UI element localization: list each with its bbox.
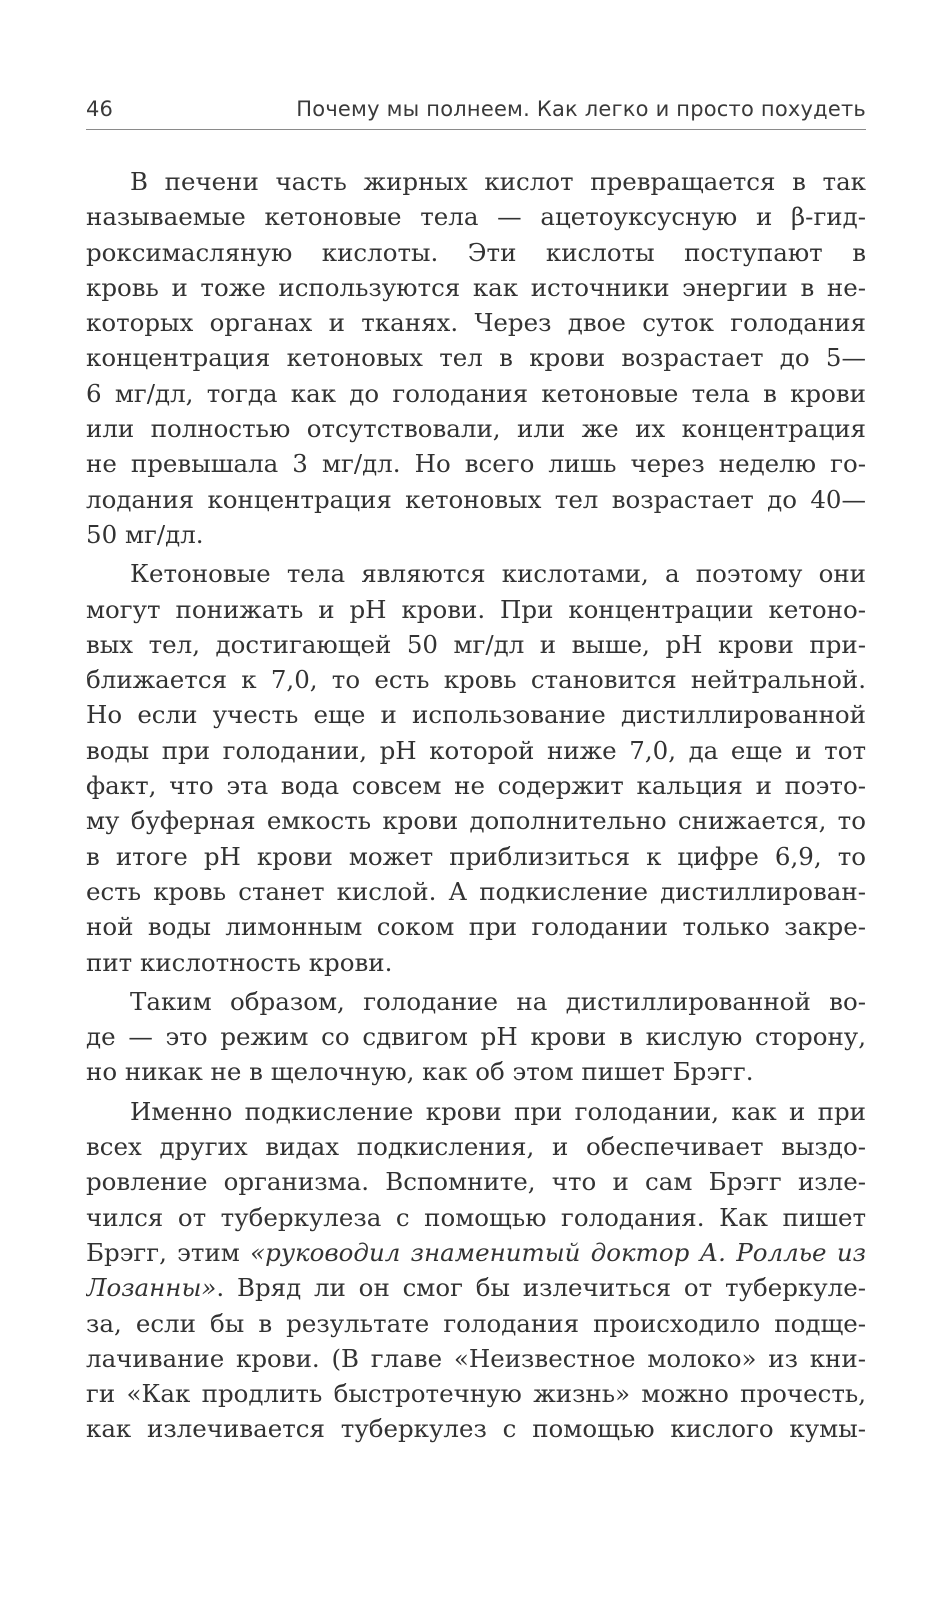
text-line: есть кровь станет кислой. А подкисление дистиллирован- [86,876,866,906]
running-header [86,87,866,121]
text-line: концентрация кетоновых тел в крови возрастает до 5— [86,343,866,373]
text-line: де — это режим со сдвигом рН крови в кислую сторону, [86,1022,866,1052]
body-text [86,164,866,1451]
text-line-with-quote [86,1270,866,1305]
text-line: ближается к 7,0, то есть кровь становится нейтральной. [86,665,866,695]
text-line: воды при голодании, рН которой ниже 7,0, да еще и тот [86,735,866,765]
header-rule [86,129,866,130]
text-line: но никак не в щелочную, как об этом пишет Брэгг. [86,1057,754,1087]
text-line: му буферная емкость крови дополнительно снижается, то [86,806,866,836]
text-line: Таким образом, голодание на дистиллированной во- [130,986,866,1016]
paragraph-3 [86,984,866,1090]
text-line: ной воды лимонным соком при голодании только закре- [86,912,866,942]
italic-quote: «руководил знаменитый доктор А. Роллье из [250,1237,866,1267]
line-lead: Брэгг, этим [86,1237,251,1267]
text-line: не превышала 3 мг/дл. Но всего лишь через неделю го- [86,449,866,479]
text-line: Именно подкисление крови при голодании, как и при [130,1096,866,1126]
text-line: за, если бы в результате голодания происходило подще- [86,1308,866,1338]
text-line: лачивание крови. (В главе «Неизвестное молоко» из кни- [86,1343,866,1373]
text-line: в итоге рН крови может приблизиться к цифре 6,9, то [86,841,866,871]
text-line: В печени часть жирных кислот превращается в так [130,167,866,196]
text-line: роксимасляную кислоты. Эти кислоты поступают в [86,237,866,267]
text-line: могут понижать и рН крови. При концентрации кетоно- [86,594,866,624]
text-line: всех других видах подкисления, и обеспечивает выздо- [86,1132,866,1162]
text-line: лодания концентрация кетоновых тел возрастает до 40— [86,484,866,514]
text-line: ровление организма. Вспомните, что и сам Брэгг изле- [86,1167,866,1197]
running-title: Почему мы полнеем. Как легко и просто похудеть [296,97,866,121]
text-line: как излечивается туберкулез с помощью кислого кумы- [86,1414,866,1444]
paragraph-2 [86,556,866,980]
line-rest: . Вряд ли он смог бы излечиться от туберкуле- [216,1273,866,1303]
text-line: вых тел, достигающей 50 мг/дл и выше, рН крови при- [86,629,866,659]
text-line: Кетоновые тела являются кислотами, а поэтому они [130,559,866,589]
text-line-with-quote [86,1235,866,1270]
text-line: Но если учесть еще и использование дистиллированной [86,700,866,730]
text-line: которых органах и тканях. Через двое суток голодания [86,308,866,338]
text-line: пит кислотность крови. [86,947,393,977]
italic-quote: Лозанны» [86,1273,217,1303]
text-line: ги «Как продлить быстротечную жизнь» можно прочесть, [86,1379,866,1409]
text-line: или полностью отсутствовали, или же их концентрация [86,414,866,444]
text-line: кровь и тоже используются как источники энергии в не- [86,272,866,302]
text-line: факт, что эта вода совсем не содержит кальция и поэто- [86,771,866,801]
page-number: 46 [86,97,114,121]
text-line: 6 мг/дл, тогда как до голодания кетоновые тела в крови [86,378,866,408]
text-line: чился от туберкулеза с помощью голодания. Как пишет [86,1202,866,1232]
text-line: 50 мг/дл. [86,519,204,549]
paragraph-1 [86,164,866,552]
text-line: называемые кетоновые тела — ацетоуксусную и β-гид- [86,202,866,232]
paragraph-4 [86,1094,866,1447]
